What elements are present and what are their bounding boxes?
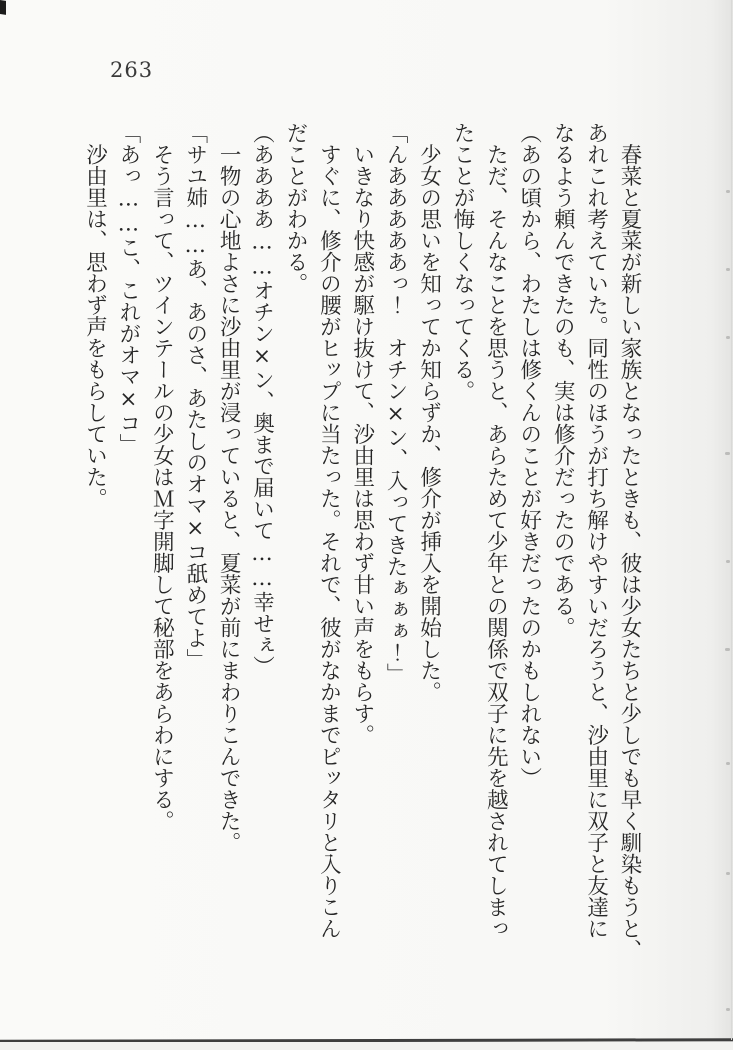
scan-speck	[726, 762, 730, 765]
text-line: 「んあああああっ！ オチン×ン、入ってきたぁぁぁ！」	[383, 122, 409, 685]
scan-corner-artifact	[0, 0, 6, 15]
text-line: あれこれ考えていた。同性のほうが打ち解けやすいだろうと、沙由里に双子と友達に	[583, 122, 609, 939]
page-number: 263	[110, 58, 154, 82]
text-line: ただ、そんなことを思うと、あらためて少年との関係で双子に先を越されてしまっ	[483, 122, 509, 939]
vertical-text-block	[78, 122, 646, 977]
text-line: すぐに、修介の腰がヒップに当たった。それで、彼がなかまでピッタリと入りこん	[316, 122, 342, 939]
scan-speck	[725, 648, 730, 651]
below-rule-strip	[0, 1042, 733, 1050]
text-line: （あの頃から、わたしは修くんのことが好きだったのかもしれない）	[516, 122, 542, 789]
text-line: いきなり快感が駆け抜けて、沙由里は思わず甘い声をもらす。	[349, 122, 375, 746]
scan-speck	[726, 872, 730, 875]
text-line: 「サユ姉……あ、あのさ、あたしのオマ×コ舐めてよ」	[182, 122, 208, 670]
text-line: 一物の心地よさに沙由里が浸っていると、夏菜が前にまわりこんできた。	[216, 122, 242, 853]
text-line: 少女の思いを知ってか知らずか、修介が挿入を開始した。	[416, 122, 442, 703]
text-line: （ああああ……オチン×ン、奥まで届いて……幸せぇ）	[249, 122, 275, 677]
scan-speck	[726, 336, 730, 339]
text-line: そう言って、ツインテールの少女はＭ字開脚して秘部をあらわにする。	[149, 122, 175, 832]
scan-speck	[726, 1008, 730, 1011]
scan-speck	[725, 452, 730, 455]
text-line: 沙由里は、思わず声をもらしていた。	[82, 122, 108, 509]
scan-speck	[726, 190, 730, 193]
scan-speck	[726, 268, 730, 271]
scan-speck	[726, 560, 730, 563]
text-line: たことが悔しくなってくる。	[449, 122, 475, 402]
text-line: 「あっ……こ、これがオマ×コ」	[115, 122, 141, 455]
text-line: なるよう頼んできたのも、実は修介だったのである。	[550, 122, 576, 638]
page-edge-line	[731, 0, 732, 1040]
text-line: だことがわかる。	[282, 122, 308, 294]
text-line: 春菜と夏菜が新しい家族となったときも、彼は少女たちと少しでも早く馴染もうと、	[617, 122, 642, 961]
